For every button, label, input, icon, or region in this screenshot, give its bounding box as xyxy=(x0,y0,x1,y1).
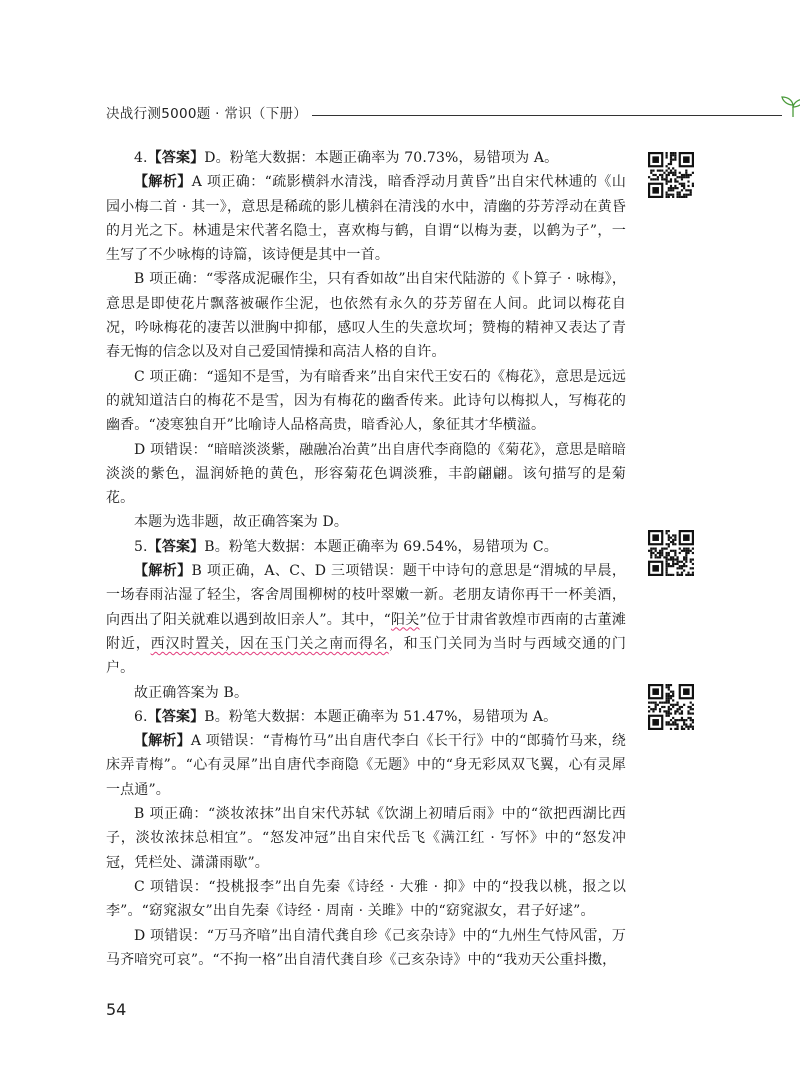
q4-analysis-c: C 项正确：“遥知不是雪，为有暗香来”出自宋代王安石的《梅花》，意思是远远的就知道洁白的梅花不是雪，因为有梅花的幽香传来。此诗句以梅拟人，写梅花的幽香。“凌寒独自开”比喻诗人品格高贵，暗香沁人，象征其才华横溢。 xyxy=(106,368,626,434)
qr-code-icon xyxy=(648,152,694,198)
q4-answer xyxy=(106,146,626,170)
q6-number: 6. xyxy=(134,708,148,725)
q6-option-a-text: A 项错误：“青梅竹马”出自唐代李白《长干行》中的“郎骑竹马来，绕床弄青梅”。“心有灵犀”出自唐代李商隐《无题》中的“身无彩凤双飞翼，心有灵犀一点通”。 xyxy=(106,733,626,798)
q4-analysis-a xyxy=(106,170,626,267)
q6-analysis-b: B 项正确：“淡妆浓抹”出自宋代苏轼《饮湖上初晴后雨》中的“欲把西湖比西子，淡妆浓抹总相宜”。“怒发冲冠”出自宋代岳飞《满江红 · 写怀》中的“怒发冲冠，凭栏处、潇潇雨歇”。 xyxy=(106,806,626,871)
header-rule xyxy=(312,115,782,116)
answer-tag: 【答案】 xyxy=(147,538,205,555)
q4-option-a-text: A 项正确：“疏影横斜水清浅，暗香浮动月黄昏”出自宋代林逋的《山园小梅二首 · 其一》，意思是稀疏的影儿横斜在清浅的水中，清幽的芬芳浮动在黄昏的月光之下。林逋是宋代著名隐士，喜欢梅与鹤，自谓“以梅为妻，以鹤为子”，一生写了不少咏梅的诗篇，该诗便是其中一首。 xyxy=(106,174,626,264)
q4-answer-text: D。粉笔大数据：本题正确率为 70.73%，易错项为 A。 xyxy=(204,150,559,166)
q6-answer xyxy=(106,705,626,729)
q6-analysis-c: C 项错误：“投桃报李”出自先秦《诗经 · 大雅 · 抑》中的“投我以桃，报之以李”。“窈窕淑女”出自先秦《诗经 · 周南 · 关雎》中的“窈窕淑女，君子好逑”。 xyxy=(106,878,626,920)
highlighted-term: 阳关 xyxy=(390,611,420,628)
q6-analysis-a xyxy=(106,729,626,802)
analysis-tag: 【解析】 xyxy=(134,733,191,750)
q5-text: B 项正确，A、C、D 三项错误：题干中诗句的意思是“渭城的早晨，一场春雨沾湿了轻尘，客舍周围柳树的枝叶翠嫩一新。老朋友请你再干一杯美酒，向西出了阳关就难以遇到故旧亲人”。其中，“ xyxy=(106,563,626,628)
analysis-tag: 【解析】 xyxy=(134,174,192,191)
answer-tag: 【答案】 xyxy=(147,150,205,166)
q5-text: ”位于甘肃省敦煌市西南的古董滩附近， xyxy=(106,611,626,652)
sprout-icon xyxy=(778,96,800,118)
highlighted-phrase: 西汉时置关，因在玉门关之南而得名 xyxy=(150,635,389,652)
q4-analysis-b: B 项正确：“零落成泥碾作尘，只有香如故”出自宋代陆游的《卜算子 · 咏梅》，意思是即使花片飘落被碾作尘泥，也依然有永久的芬芳留在人间。此词以梅花自况，吟咏梅花的凄苦以泄胸中抑郁，感叹人生的失意坎坷；赞梅的精神又表达了青春无悔的信念以及对自己爱国情操和高洁人格的自许。 xyxy=(106,271,626,361)
book-title: 决战行测5000题 · 常识（下册） xyxy=(106,106,308,122)
page-number: 54 xyxy=(106,1000,127,1019)
q5-number: 5. xyxy=(134,538,148,555)
analysis-tag: 【解析】 xyxy=(134,563,192,580)
qr-code-icon xyxy=(648,684,694,730)
q5-conclusion: 故正确答案为 B。 xyxy=(134,684,249,701)
q4-number: 4. xyxy=(134,150,148,166)
q6-analysis-d: D 项错误：“万马齐喑”出自清代龚自珍《己亥杂诗》中的“九州生气恃风雷，万马齐喑究可哀”。“不拘一格”出自清代龚自珍《己亥杂诗》中的“我劝天公重抖擞， xyxy=(106,927,626,968)
running-header xyxy=(106,104,706,126)
q5-text: ，和玉门关同为当时与西域交通的门户。 xyxy=(106,635,626,677)
answer-tag: 【答案】 xyxy=(147,708,205,725)
q4-analysis-d: D 项错误：“暗暗淡淡紫，融融冶冶黄”出自唐代李商隐的《菊花》，意思是暗暗淡淡的紫色，温润娇艳的黄色，形容菊花色调淡雅，丰韵翩翩。该句描写的是菊花。 xyxy=(106,441,626,507)
q4-conclusion: 本题为选非题，故正确答案为 D。 xyxy=(134,514,349,531)
q6-answer-text: B。粉笔大数据：本题正确率为 51.47%，易错项为 A。 xyxy=(204,708,558,725)
q5-analysis xyxy=(106,559,626,680)
q5-answer xyxy=(106,535,626,559)
q5-answer-text: B。粉笔大数据：本题正确率为 69.54%，易错项为 C。 xyxy=(204,538,558,555)
qr-code-icon xyxy=(648,530,694,576)
answer-body xyxy=(106,146,626,972)
